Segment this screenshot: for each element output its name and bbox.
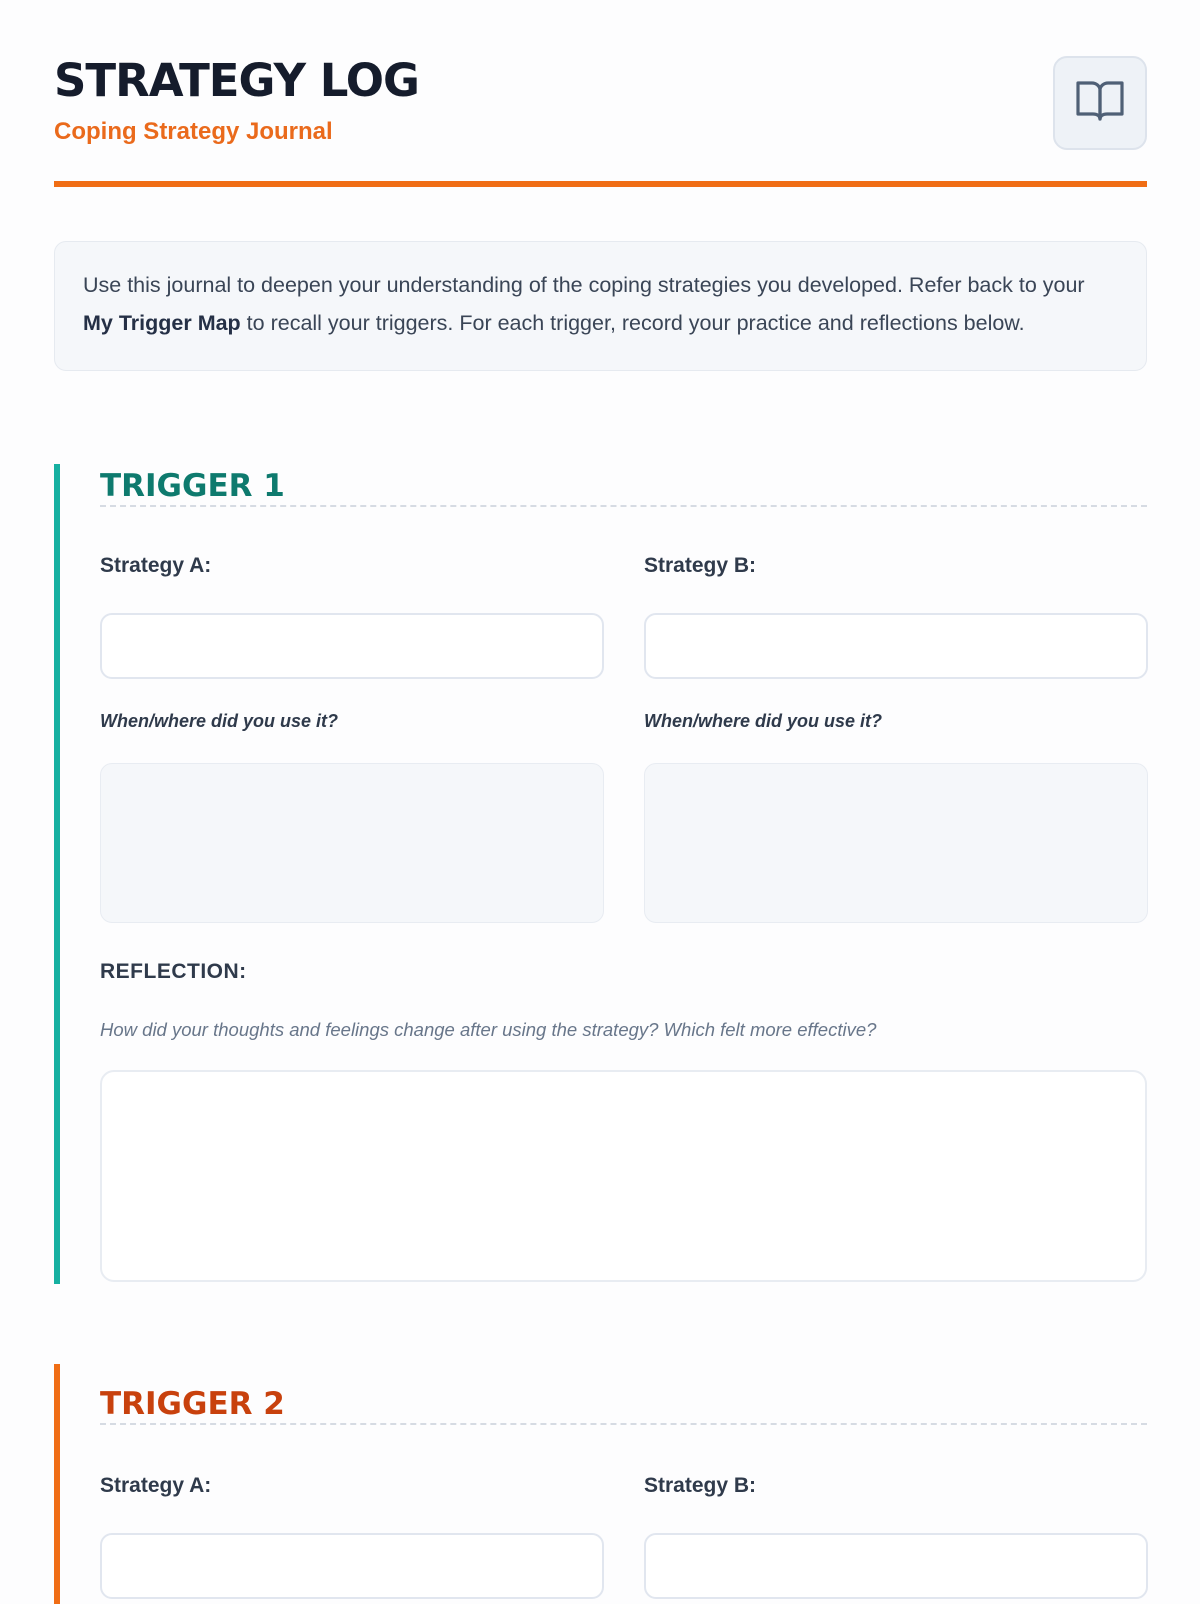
intro-text-cont: to recall your triggers. For each trigger, record your practice and reflections below. bbox=[240, 311, 1025, 335]
trigger-header bbox=[100, 464, 1147, 524]
trigger-accent-bar bbox=[54, 1364, 60, 1604]
reflection-label: REFLECTION: bbox=[100, 960, 247, 983]
dashed-divider bbox=[100, 505, 1147, 507]
book-open-icon bbox=[1074, 77, 1126, 129]
trigger-section-1 bbox=[54, 464, 1147, 1284]
trigger-title: TRIGGER 1 bbox=[100, 468, 311, 504]
strategy-a-label: Strategy A: bbox=[100, 1474, 212, 1497]
strategy-b-label: Strategy B: bbox=[644, 554, 757, 577]
strategy-a-column bbox=[100, 1474, 604, 1599]
trigger-accent-bar bbox=[54, 464, 60, 1284]
journal-page bbox=[54, 0, 1147, 1497]
when-where-b-textarea[interactable] bbox=[644, 763, 1148, 923]
intro-text: Use this journal to deepen your understanding of the coping strategies you developed. Refer back to your bbox=[83, 273, 1085, 297]
intro-box bbox=[54, 241, 1147, 371]
when-where-a-textarea[interactable] bbox=[100, 763, 604, 923]
reflection-textarea[interactable] bbox=[100, 1070, 1147, 1282]
strategy-a-column bbox=[100, 554, 604, 923]
strategy-b-column bbox=[644, 554, 1148, 923]
strategy-b-label: Strategy B: bbox=[644, 1474, 757, 1497]
page-title: STRATEGY LOG bbox=[54, 54, 419, 107]
trigger-title: TRIGGER 2 bbox=[100, 1386, 311, 1422]
strategy-b-input[interactable] bbox=[644, 613, 1148, 679]
strategy-b-column bbox=[644, 1474, 1148, 1599]
when-where-a-label: When/where did you use it? bbox=[100, 711, 339, 731]
trigger-header bbox=[100, 1364, 1147, 1444]
when-where-b-label: When/where did you use it? bbox=[644, 711, 883, 731]
trigger-section-2 bbox=[54, 1364, 1147, 1600]
journal-book-button[interactable] bbox=[1053, 56, 1147, 150]
strategy-a-label: Strategy A: bbox=[100, 554, 212, 577]
strategy-a-input[interactable] bbox=[100, 613, 604, 679]
reflection-prompt: How did your thoughts and feelings change after using the strategy? Which felt more effective? bbox=[100, 1019, 877, 1040]
strategy-b-input[interactable] bbox=[644, 1533, 1148, 1599]
header-divider bbox=[54, 181, 1147, 187]
page-subtitle: Coping Strategy Journal bbox=[54, 118, 333, 145]
strategy-a-input[interactable] bbox=[100, 1533, 604, 1599]
trigger-map-reference: My Trigger Map bbox=[83, 311, 241, 335]
page-header bbox=[54, 0, 1147, 190]
dashed-divider bbox=[100, 1423, 1147, 1425]
